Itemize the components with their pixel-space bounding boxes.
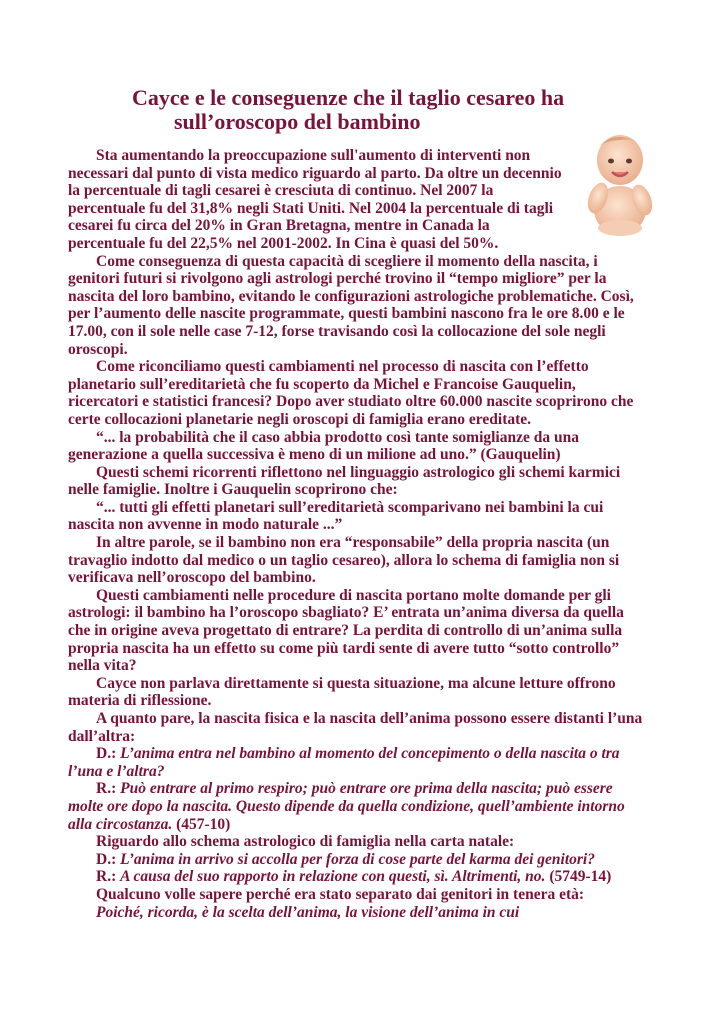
paragraph-10: Qualcuno volle sapere perché era stato separato dai genitori in tenera età:	[96, 885, 585, 903]
question-prefix: D.:	[96, 850, 121, 868]
reading-answer-2	[68, 868, 648, 886]
answer-text: A causa del suo rapporto in relazione con questi, sì. Altrimenti, no.	[120, 868, 546, 886]
answer-prefix: R.:	[96, 868, 121, 886]
reading-question-1	[68, 745, 648, 780]
paragraph-9: Riguardo allo schema astrologico di famiglia nella carta natale:	[96, 833, 515, 851]
paragraph-4: Questi schemi ricorrenti riflettono nel linguaggio astrologico gli schemi karmici nelle famiglie. Inoltre i Gauquelin scoprirono che:	[68, 463, 621, 499]
gauquelin-quote-1: “... la probabilità che il caso abbia prodotto così tante somiglianze da una generazione a quella successiva è meno di un milione ad uno.” (Gauquelin)	[68, 428, 579, 464]
gauquelin-quote-2: “... tutti gli effetti planetari sull’ereditarietà scomparivano nei bambini la cui nascita non avvenne in modo naturale ...”	[68, 498, 604, 534]
question-prefix: D.:	[96, 745, 121, 763]
reading-answer-1	[68, 780, 648, 833]
answer-prefix: R.:	[96, 780, 121, 798]
paragraph-5: In altre parole, se il bambino non era “responsabile” della propria nascita (un travaglio indotto dal medico o un taglio cesareo), allora lo schema di famiglia non si verificava nell’oroscopo del bambino.	[68, 534, 620, 587]
reading-reference: (5749-14)	[545, 868, 612, 886]
question-text: L’anima in arrivo si accolla per forza di cose parte del karma dei genitori?	[120, 850, 595, 868]
reading-quote-text: Poiché, ricorda, è la scelta dell’anima, la visione dell’anima in cui	[96, 903, 520, 921]
paragraph-1: Sta aumentando la preoccupazione sull'aumento di interventi non necessari dal punto di vista medico riguardo al parto. Da oltre un decennio la percentuale di tagli cesarei è cresciuta di continuo. Nel 2007 la percentuale fu del 31,8% negli Stati Uniti. Nel 2004 la percentuale di tagli cesarei fu circa del 20% in Gran Bretagna, mentre in Canada la percentuale fu del 22,5% nel 2001-2002. In Cina è quasi del 50%.	[68, 147, 562, 252]
title-line-2: sull’oroscopo del bambino	[174, 109, 421, 134]
paragraph-6: Questi cambiamenti nelle procedure di nascita portano molte domande per gli astrologi: il bambino ha l’oroscopo sbagliato? E’ entrata un’anima diversa da quella che in origine aveva progettato di entrare? La perdita di controllo di un’anima sulla propria nascita ha un effetto su come più tardi sente di avere tutto “sotto controllo” nella vita?	[68, 586, 624, 675]
paragraph-7: Cayce non parlava direttamente si questa situazione, ma alcune letture offrono materia di riflessione.	[68, 674, 616, 710]
article-body	[68, 147, 648, 921]
question-text: L’anima entra nel bambino al momento del concepimento o della nascita o tra l’una e l’altra?	[68, 745, 620, 780]
reading-quote	[68, 904, 648, 922]
paragraph-8: A quanto pare, la nascita fisica e la nascita dell’anima possono essere distanti l’una dall’altra:	[68, 710, 643, 745]
reading-question-2	[68, 851, 648, 869]
paragraph-3: Come riconciliamo questi cambiamenti nel processo di nascita con l’effetto planetario sull’ereditarietà che fu scoperto da Michel e Francoise Gauquelin, ricercatori e statistici francesi? Dopo aver studiato oltre 60.000 nascite scoprirono che certe collocazioni planetarie negli oroscopi di famiglia erano ereditate.	[68, 358, 634, 428]
title-line-1: Cayce e le conseguenze che il taglio cesareo ha	[132, 85, 565, 110]
answer-text: Può entrare al primo respiro; può entrare ore prima della nascita; può essere molte ore dopo la nascita. Questo dipende da quella condizione, quell’ambiente intorno alla circostanza.	[68, 780, 625, 833]
paragraph-2: Come conseguenza di questa capacità di scegliere il momento della nascita, i genitori futuri si rivolgono agli astrologi perché trovino il “tempo migliore” per la nascita del loro bambino, evitando le configurazioni astrologiche problematiche. Così, per l’aumento delle nascite programmate, questi bambini nascono fra le ore 8.00 e le 17.00, con il sole nelle case 7-12, forse travisando così la collocazione del sole negli oroscopi.	[68, 252, 634, 358]
page-title	[132, 86, 652, 134]
reading-reference: (457-10)	[172, 815, 231, 833]
